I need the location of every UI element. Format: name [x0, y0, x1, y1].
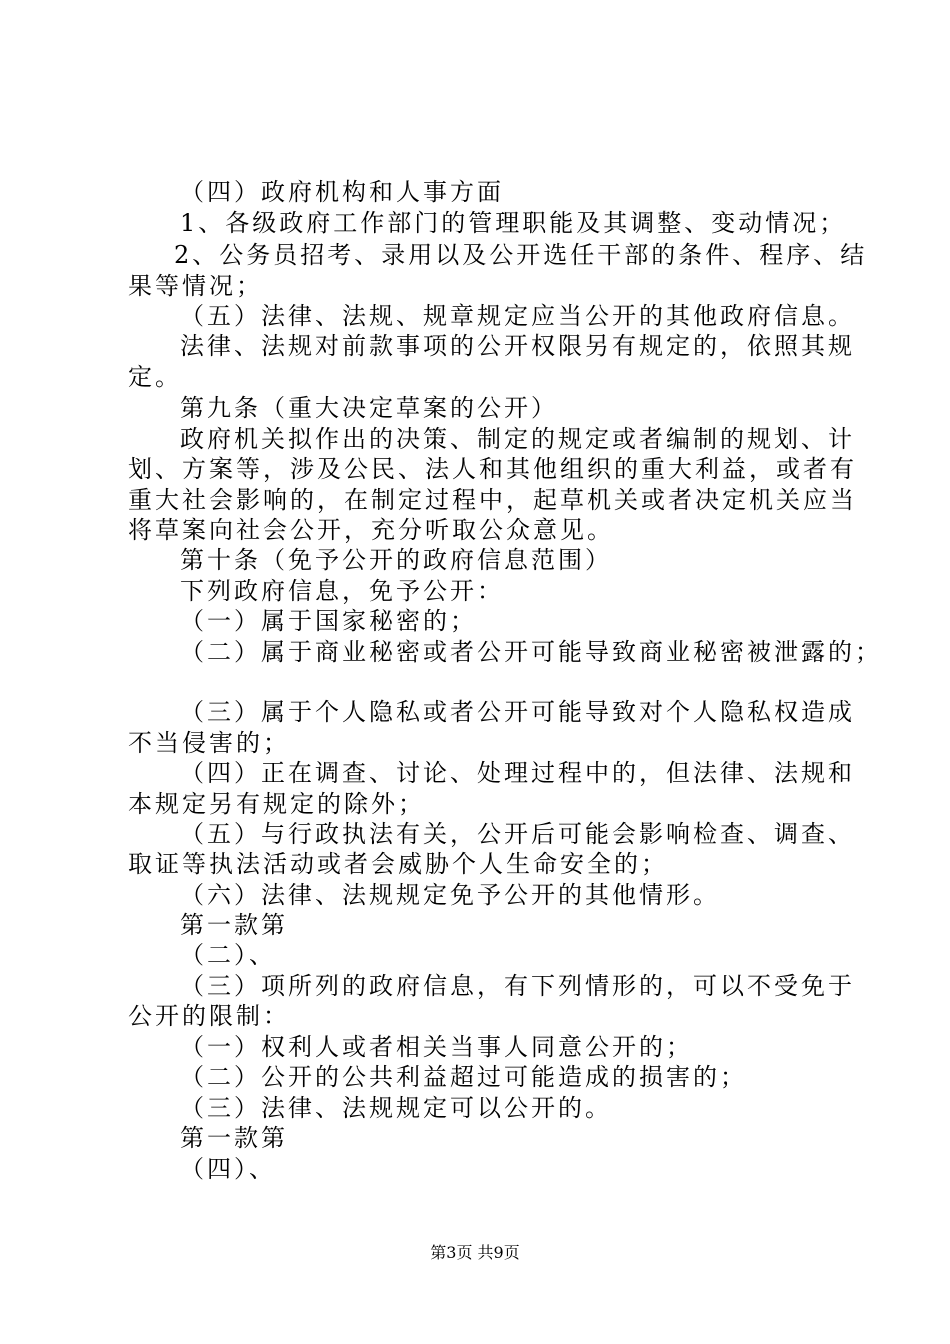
text-line: 不当侵害的； [128, 729, 290, 757]
text-line: （一）权利人或者相关当事人同意公开的； [180, 1033, 693, 1061]
text-line: （二）公开的公共利益超过可能造成的损害的； [180, 1063, 747, 1091]
text-line: 公开的限制： [128, 1002, 290, 1030]
text-line: 第九条（重大决定草案的公开） [180, 394, 558, 422]
text-line: （六）法律、法规规定免予公开的其他情形。 [180, 881, 720, 909]
text-line: 1、各级政府工作部门的管理职能及其调整、变动情况； [180, 209, 847, 237]
text-line: （四）、 [180, 1155, 276, 1183]
text-line: 下列政府信息，免予公开： [180, 577, 504, 605]
text-line: （五）法律、法规、规章规定应当公开的其他政府信息。 [180, 302, 855, 330]
page-number-footer: 第3页 共9页 [430, 1243, 520, 1262]
text-line: （四）政府机构和人事方面 [180, 178, 504, 206]
text-line: （二）、 [180, 941, 276, 969]
text-line: （四）正在调查、讨论、处理过程中的，但法律、法规和 [180, 759, 855, 787]
text-line: 政府机关拟作出的决策、制定的规定或者编制的规划、计 [180, 425, 855, 453]
text-line: 重大社会影响的，在制定过程中，起草机关或者决定机关应当 [128, 486, 857, 514]
text-line: 果等情况； [128, 272, 263, 300]
text-line: （二）属于商业秘密或者公开可能导致商业秘密被泄露的； [180, 638, 882, 666]
text-line: （三）项所列的政府信息，有下列情形的，可以不受免于 [180, 972, 855, 1000]
text-line: 2、公务员招考、录用以及公开选任干部的条件、程序、结 [174, 241, 868, 269]
text-line: 法律、法规对前款事项的公开权限另有规定的，依照其规 [180, 332, 855, 360]
text-line: 将草案向社会公开，充分听取公众意见。 [128, 516, 614, 544]
text-line: 第一款第 [180, 1124, 288, 1152]
text-line: （一）属于国家秘密的； [180, 607, 477, 635]
text-line: 本规定另有规定的除外； [128, 790, 425, 818]
text-line: 划、方案等，涉及公民、法人和其他组织的重大利益，或者有 [128, 455, 857, 483]
text-line: 第十条（免予公开的政府信息范围） [180, 546, 612, 574]
text-line: 定。 [128, 363, 182, 391]
text-line: （三）属于个人隐私或者公开可能导致对个人隐私权造成 [180, 698, 855, 726]
text-line: 第一款第 [180, 911, 288, 939]
text-line: （五）与行政执法有关，公开后可能会影响检查、调查、 [180, 820, 855, 848]
text-line: （三）法律、法规规定可以公开的。 [180, 1094, 612, 1122]
text-line: 取证等执法活动或者会威胁个人生命安全的； [128, 850, 668, 878]
